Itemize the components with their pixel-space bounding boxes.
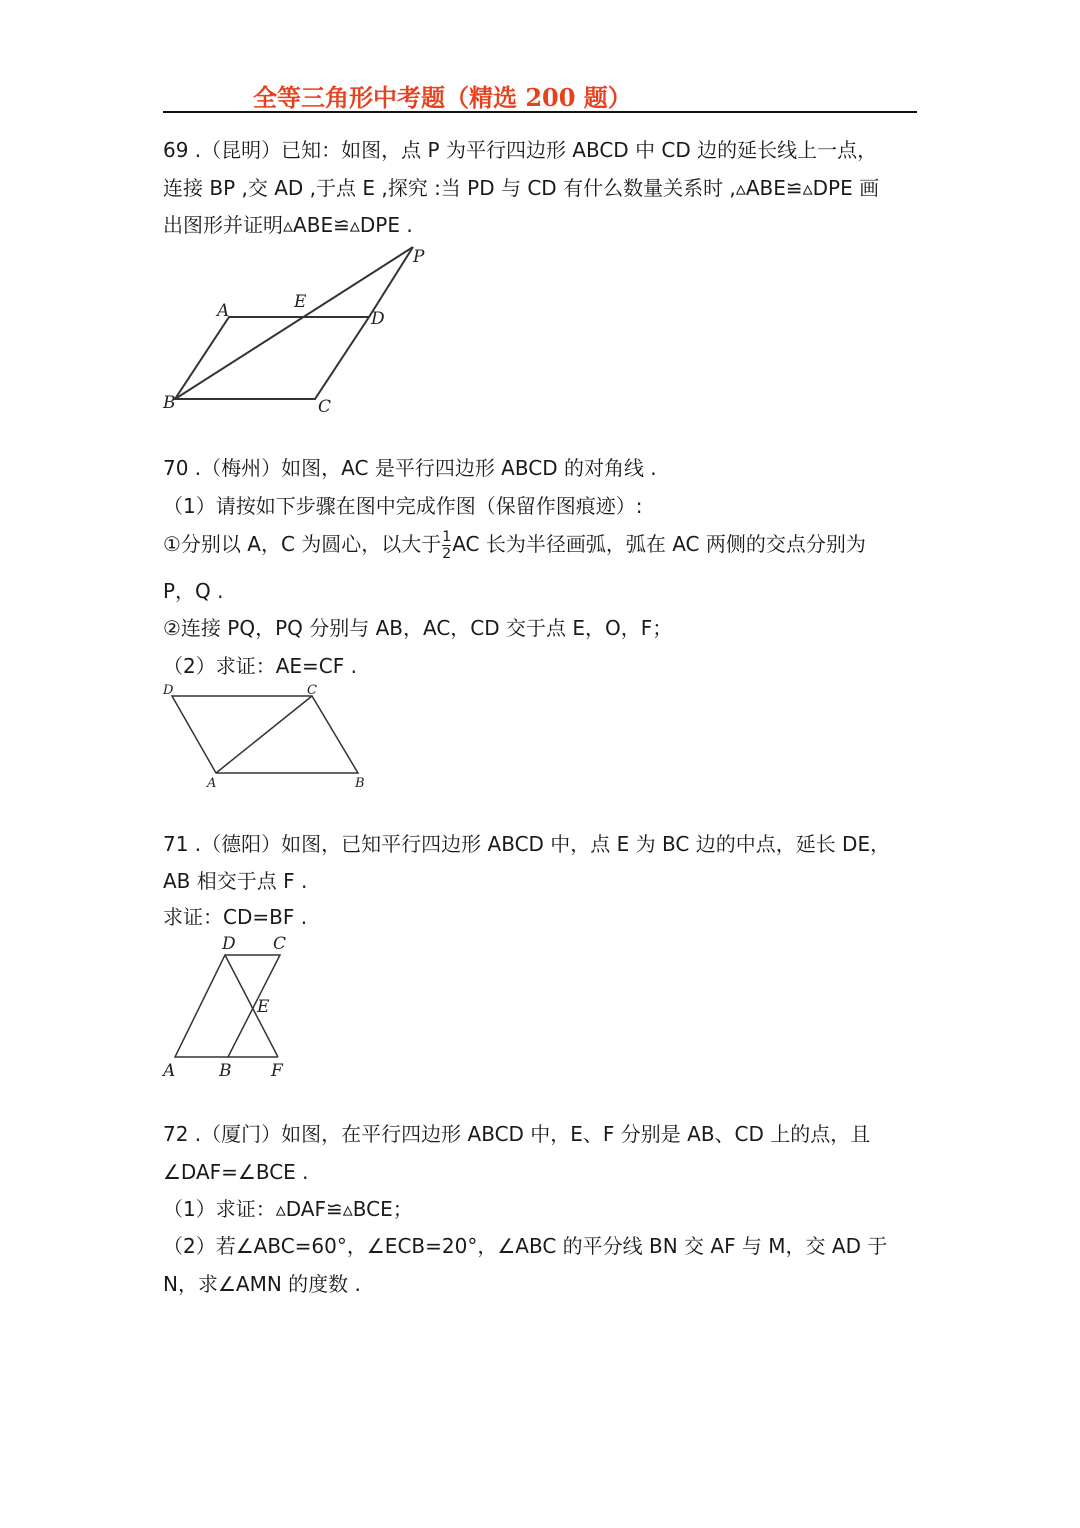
fraction-numerator: 1 [442,529,452,545]
label-a: A [163,1061,176,1081]
problem-72-line-4: （2）若∠ABC=60°，∠ECB=20°，∠ABC 的平分线 BN 交 AF 与 M，交 AD 于 [163,1234,888,1258]
problem-70-line-2: （1）请按如下步骤在图中完成作图（保留作图痕迹）: [163,494,643,518]
problem-70-line-1: 70 .（梅州）如图，AC 是平行四边形 ABCD 的对角线 . [163,456,657,480]
problem-69-line-2: 连接 BP ,交 AD ,于点 E ,探究 :当 PD 与 CD 有什么数量关系时 ,▵ABE≌▵DPE 画 [163,176,880,200]
problem-72-line-5: N，求∠AMN 的度数 . [163,1272,361,1296]
problem-70-step-1-after: AC 长为半径画弧，弧在 AC 两侧的交点分别为 [452,532,866,556]
fraction-one-half [442,529,451,562]
figure-70 [160,680,375,792]
problem-70-line-5: （2）求证：AE=CF . [163,654,357,678]
problem-72-line-1: 72 .（厦门）如图，在平行四边形 ABCD 中，E、F 分别是 AB、CD 上的点，且 [163,1122,871,1146]
label-e: E [294,292,307,312]
label-c: C [273,934,287,954]
problem-70-line-4: ②连接 PQ，PQ 分别与 AB，AC，CD 交于点 E，O，F； [163,616,673,640]
problem-70-step-1 [163,526,866,562]
fraction-denominator: 2 [442,546,452,562]
label-b: B [163,393,176,413]
problem-71-line-2: AB 相交于点 F . [163,869,308,893]
label-b: B [219,1061,232,1081]
problem-69-line-3: 出图形并证明▵ABE≌▵DPE . [163,213,413,237]
problem-70-line-3: P，Q . [163,579,224,603]
diagonal-ac [216,696,312,773]
parallelogram-abcd [175,317,369,399]
label-d: D [371,309,385,329]
label-d: D [163,683,174,698]
label-e: E [257,997,270,1017]
label-d: D [222,934,236,954]
problem-71-line-1: 71 .（德阳）如图，已知平行四边形 ABCD 中，点 E 为 BC 边的中点，延长 DE， [163,832,891,856]
label-a: A [207,776,217,791]
label-b: B [355,776,365,791]
figure-69 [155,240,440,420]
problem-70-step-1-before: ①分别以 A，C 为圆心，以大于 [163,532,442,556]
problem-69-line-1: 69 .（昆明）已知：如图，点 P 为平行四边形 ABCD 中 CD 边的延长线上一点， [163,138,878,162]
segment-dp [369,247,413,317]
label-c: C [307,683,317,698]
label-c: C [318,397,332,417]
figure-71 [155,930,300,1085]
problem-71-line-3: 求证：CD=BF . [163,905,308,929]
label-a: A [217,301,230,321]
label-p: P [413,247,425,267]
segment-df [225,955,278,1057]
label-f: F [271,1061,283,1081]
header-divider [163,111,917,113]
problem-72-line-3: （1）求证：▵DAF≌▵BCE； [163,1197,413,1221]
page-title: 全等三角形中考题（精选 200 题） [253,83,632,112]
problem-72-line-2: ∠DAF=∠BCE . [163,1160,309,1184]
